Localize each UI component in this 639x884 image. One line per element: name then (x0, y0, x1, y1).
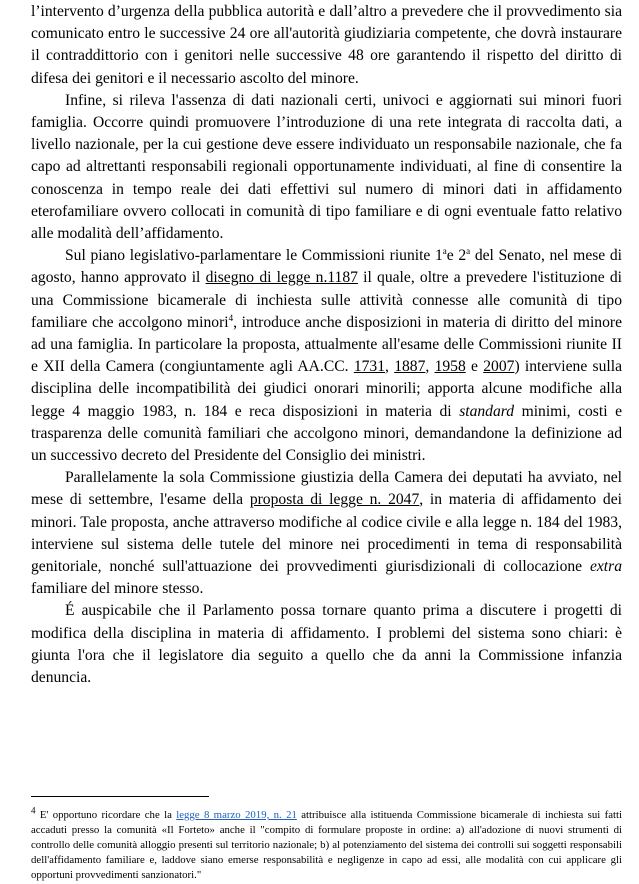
ac-2007-link[interactable]: 2007 (483, 358, 515, 376)
legge-21-2019-link[interactable]: legge 8 marzo 2019, n. 21 (176, 809, 297, 821)
ac-1887-link[interactable]: 1887 (394, 358, 426, 376)
p3-text-4: il quale, oltre a prevedere l'istituzione di una Commissione bicamerale di inchiesta sulle attività connesse alle comunità di tipo familiare che accolgono minori (31, 269, 622, 331)
footnote-text-1: E' opportuno ricordare che la (35, 809, 177, 821)
p3-text-5: , introduce anche disposizioni in materia di diritto del minore ad una famiglia. In particolare la proposta, attualmente all'esame delle Commissioni riunite II e XII della Camera (congiuntamente agli AA.CC. (31, 313, 622, 376)
ddl-1187-link[interactable]: disegno di legge n.1187 (205, 269, 358, 287)
ac-1731-link[interactable]: 1731 (353, 358, 385, 376)
footnote-number: 4 (31, 805, 36, 816)
p3-sep-3: e (465, 358, 484, 376)
p3-emphasis-standard: standard (459, 402, 515, 420)
main-text (31, 1, 622, 689)
pdl-2047-link[interactable]: proposta di legge n. 2047 (249, 491, 420, 509)
p3-text-7: minimi, costi e trasparenza delle comunità familiari che accolgono minori, demandandone la definizione ad un successivo decreto del Presidente del Consiglio dei ministri. (31, 402, 622, 465)
paragraph-5: É auspicabile che il Parlamento possa tornare quanto prima a discutere i progetti di modifica della disciplina in materia di affidamento. I problemi del sistema sono chiari: è giunta l'ora che il legislatore dia seguito a quello che da anni la Commissione infanzia denuncia. (31, 602, 622, 687)
p4-text-3: familiare del minore stesso. (31, 580, 204, 598)
paragraph-4 (31, 467, 622, 600)
p3-text-2: e 2 (446, 247, 467, 265)
footnote-ref-4[interactable]: 4 (228, 312, 234, 323)
paragraph-2: Infine, si rileva l'assenza di dati nazionali certi, univoci e aggiornati sui minori fuori famiglia. Occorre quindi promuovere l’introduzione di una rete integrata di raccolta dati, a livello nazionale, per la cui gestione deve essere individuato un responsabile nazionale, che fa capo ad altrettanti responsabili regionali opportunamente individuati, al fine di consentire la conoscenza in tempo reale dei dati effettivi sul numero di minori dati in affidamento eterofamiliare ovvero collocati in comunità di tipo familiare e di ogni eventuale fatto relativo alle modalità dell’affidamento. (31, 91, 622, 243)
p3-sep-2: , (425, 358, 435, 376)
footnote-text-2: attribuisce alla istituenda Commissione bicamerale di inchiesta sui fatti accaduti presso la comunità «Il Forteto» anche il "compito di formulare proposte in ordine: a) all'adozione di nuovi strumenti di controllo delle comunità alloggio presenti sul territorio nazionale; b) al potenziamento del sistema dei controlli sui soggetti responsabili dell'affidamento familiare e, laddove siano emerse responsabilità e negligenze in capo ad essi, alle modalità con cui applicare gli opportuni provvedimenti sanzionatori." (31, 809, 622, 881)
p4-text-2: , in materia di affidamento dei minori. Tale proposta, anche attraverso modifiche al codice civile e alla legge n. 184 del 1983, interviene sul sistema delle tutele del minore nei procedimenti in tema di responsabilità genitoriale, nonché sull'attuazione dei provvedimenti giurisdizionali di collocazione (31, 491, 622, 576)
footnote-separator (31, 796, 209, 797)
p3-sep-1: , (385, 358, 395, 376)
p4-emphasis-extra: extra (589, 558, 622, 576)
p3-text-1: Sul piano legislativo-parlamentare le Commissioni riunite 1 (65, 247, 443, 265)
paragraph-1: l’intervento d’urgenza della pubblica autorità e dall’altro a prevedere che il provvedimento sia comunicato entro le successive 24 ore all'autorità giudiziaria competente, che dovrà instaurare il contraddittorio con i genitori nelle successive 48 ore garantendo il rispetto del diritto di difesa dei genitori e il necessario ascolto del minore. (31, 3, 622, 87)
p3-superscript-a-2: a (466, 246, 471, 257)
p3-superscript-a: a (442, 246, 447, 257)
ac-1958-link[interactable]: 1958 (434, 358, 466, 376)
footnote-4 (31, 805, 622, 883)
p3-text-6: ) interviene sulla disciplina delle incompatibilità dei giudici onorari minorili; apporta alcune modifiche alla legge 4 maggio 1983, n. 184 e reca disposizioni in materia di (31, 358, 623, 420)
p4-text-1: Parallelamente la sola Commissione giustizia della Camera dei deputati ha avviato, nel mese di settembre, l'esame della (31, 469, 622, 509)
paragraph-3 (31, 245, 622, 467)
p3-text-3: del Senato, nel mese di agosto, hanno approvato il (31, 247, 622, 287)
footnote-text (31, 805, 622, 883)
